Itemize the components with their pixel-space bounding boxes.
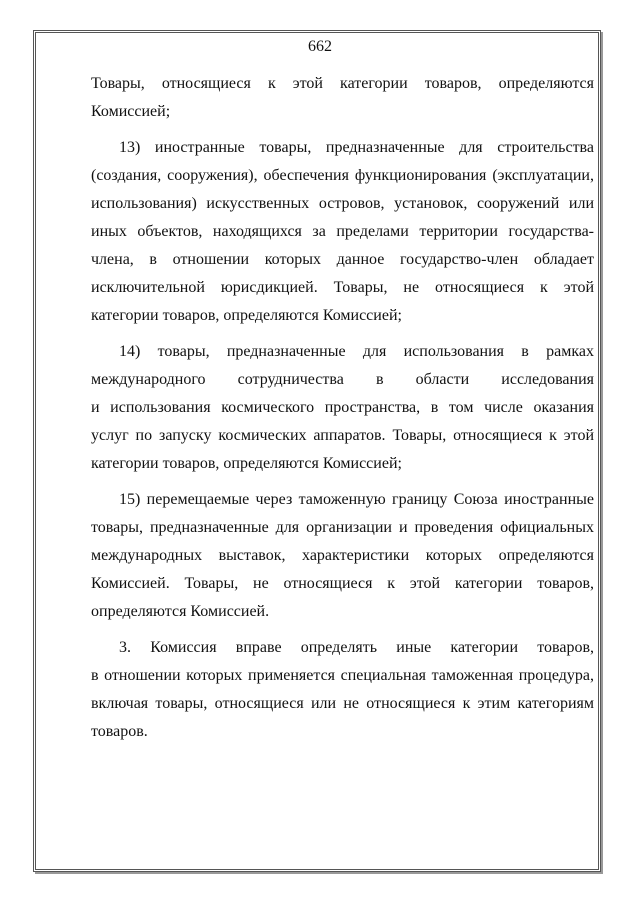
text-line: и использования космического пространства, в том числе оказания bbox=[91, 399, 594, 416]
paragraph-4 bbox=[91, 486, 594, 626]
text-line: в отношении которых применяется специальная таможенная процедура, bbox=[91, 667, 594, 684]
text-line: Товары, относящиеся к этой категории товаров, определяются bbox=[91, 75, 594, 92]
text-line: (создания, сооружения), обеспечения функционирования (эксплуатации, bbox=[91, 167, 594, 184]
paragraph-2 bbox=[91, 134, 594, 330]
text-line: определяются Комиссией. bbox=[91, 603, 270, 620]
text-line: исключительной юрисдикцией. Товары, не относящиеся к этой bbox=[91, 279, 594, 296]
text-line: Комиссией; bbox=[91, 103, 171, 120]
paragraph-3 bbox=[91, 338, 594, 478]
text-line: 13) иностранные товары, предназначенные для строительства bbox=[119, 139, 594, 156]
text-line: услуг по запуску космических аппаратов. Товары, относящиеся к этой bbox=[91, 427, 594, 444]
text-line: товаров. bbox=[91, 723, 148, 740]
text-line: 15) перемещаемые через таможенную границу Союза иностранные bbox=[119, 491, 594, 508]
text-line: категории товаров, определяются Комиссией; bbox=[91, 455, 402, 472]
text-line: товары, предназначенные для организации и проведения официальных bbox=[91, 519, 594, 536]
paragraph-1 bbox=[91, 70, 594, 126]
text-line: категории товаров, определяются Комиссией; bbox=[91, 307, 402, 324]
text-line: иных объектов, находящихся за пределами территории государства- bbox=[91, 223, 594, 240]
paragraph-5 bbox=[91, 634, 594, 746]
text-line: международных выставок, характеристики которых определяются bbox=[91, 547, 594, 564]
text-line: 3. Комиссия вправе определять иные категории товаров, bbox=[119, 639, 594, 656]
text-line: включая товары, относящиеся или не относящиеся к этим категориям bbox=[91, 695, 594, 712]
text-line: 14) товары, предназначенные для использования в рамках bbox=[119, 343, 594, 360]
text-line: Комиссией. Товары, не относящиеся к этой категории товаров, bbox=[91, 575, 594, 592]
text-line: международного сотрудничества в области исследования bbox=[91, 371, 594, 388]
text-line: члена, в отношении которых данное государство-член обладает bbox=[91, 251, 594, 268]
document-body bbox=[91, 70, 594, 746]
text-line: использования) искусственных островов, установок, сооружений или bbox=[91, 195, 594, 212]
page-number: 662 bbox=[308, 38, 332, 55]
